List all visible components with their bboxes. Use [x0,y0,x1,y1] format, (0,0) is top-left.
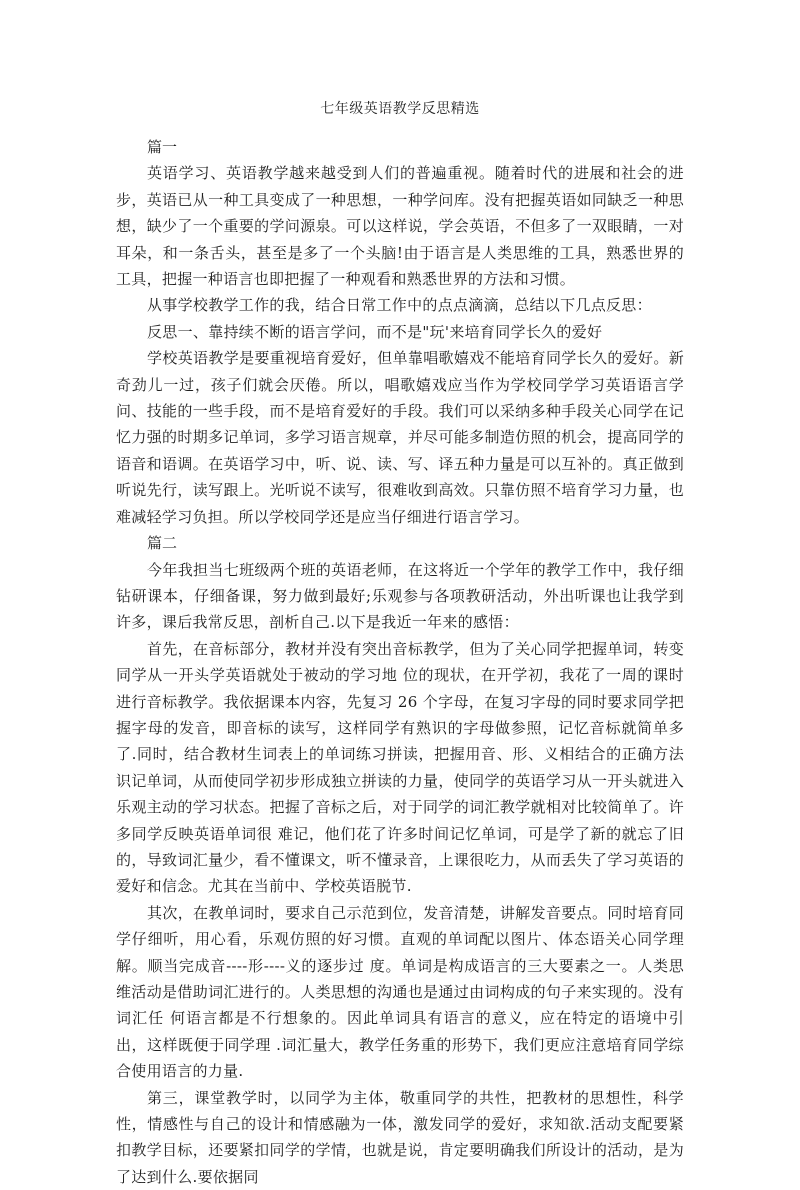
section-heading-1: 篇一 [147,138,178,156]
paragraph: 第三，课堂教学时，以同学为主体，敬重同学的共性，把教材的思想性，科学性，情感性与自己的设计和情感融为一体，激发同学的爱好，求知欲.活动支配要紧扣教学目标，还要紧扣同学的学情，也就是说，肯定要明确我们所设计的活动，是为了达到什么.要依据同 [116,1088,684,1186]
paragraph: 其次，在教单词时，要求自己示范到位，发音清楚，讲解发音要点。同时培育同学仔细听，用心看，乐观仿照的好习惯。直观的单词配以图片、体态语关心同学理解。顺当完成音----形----义的逐步过 度。单词是构成语言的三大要素之一。人类思维活动是借助词汇进行的。人类思想的沟通也是通过由词构成的句子来实现的。没有词汇任 何语言都是不行想象的。因此单词具有语言的意义，应在特定的语境中引出，这样既便于同学理 .词汇量大，教学任务重的形势下，我们更应注意培育同学综合使用语言的力量. [116,903,684,1081]
paragraph: 从事学校教学工作的我，结合日常工作中的点点滴滴，总结以下几点反思： [147,296,652,315]
section-heading-2: 篇二 [147,534,178,553]
document-title: 七年级英语教学反思精选 [320,101,480,117]
paragraph: 今年我担当七班级两个班的英语老师，在这将近一个学年的教学工作中，我仔细钻研课本，仔细备课，努力做到最好;乐观参与各项教研活动，外出听课也让我学到许多，课后我常反思，剖析自己.以下是我近一年来的感悟： [116,560,684,632]
paragraph: 学校英语教学是要重视培育爱好，但单靠唱歌嬉戏不能培育同学长久的爱好。新奇劲儿一过，孩子们就会厌倦。所以，唱歌嬉戏应当作为学校同学学习英语语言学问、技能的一些手段，而不是培育爱好的手段。我们可以采纳多种手段关心同学在记忆力强的时期多记单词，多学习语言规章，并尽可能多制造仿照的机会，提高同学的语音和语调。在英语学习中，听、说、读、写、译五种力量是可以互补的。真正做到听说先行，读写跟上。光听说不读写，很难收到高效。只靠仿照不培育学习力量，也难减轻学习负担。所以学校同学还是应当仔细进行语言学习。 [116,349,684,526]
paragraph: 首先，在音标部分，教材并没有突出音标教学，但为了关心同学把握单词，转变同学从一开头学英语就处于被动的学习地 位的现状，在开学初，我花了一周的课时进行音标教学。我依据课本内容，先复习 26 个字母，在复习字母的同时要求同学把握字母的发音，即音标的读写，这样同学有熟识的字母做参照，记忆音标就简单多了.同时，结合教材生词表上的单词练习拼读，把握用音、形、义相结合的正确方法识记单词，从而使同学初步形成独立拼读的力量，使同学的英语学习从一开头就进入乐观主动的学习状态。把握了音标之后，对于同学的词汇教学就相对比较简单了。许多同学反映英语单词很 难记，他们花了许多时间记忆单词，可是学了新的就忘了旧的，导致词汇量少，看不懂课文，听不懂录音，上课很吃力，从而丢失了学习英语的爱好和信念。尤其在当前中、学校英语脱节. [116,639,684,896]
paragraph: 英语学习、英语教学越来越受到人们的普遍重视。随着时代的进展和社会的进步，英语已从一种工具变成了一种思想，一种学问库。没有把握英语如同缺乏一种思想，缺少了一个重要的学问源泉。可以这样说，学会英语，不但多了一双眼睛，一对耳朵，和一条舌头，甚至是多了一个头脑!由于语言是人类思维的工具，熟悉世界的工具，把握一种语言也即把握了一种观看和熟悉世界的方法和习惯。 [116,164,684,289]
paragraph: 反思一、靠持续不断的语言学问，而不是"玩'来培育同学长久的爱好 [147,322,603,341]
